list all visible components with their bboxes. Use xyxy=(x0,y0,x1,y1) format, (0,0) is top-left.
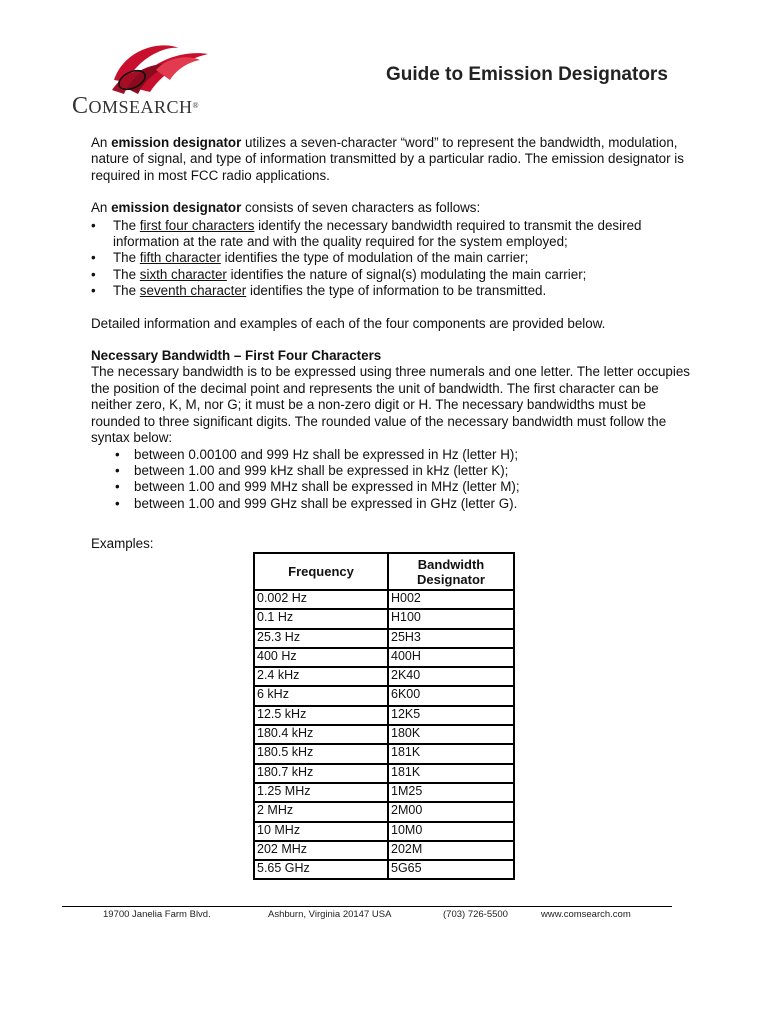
examples-label: Examples: xyxy=(91,536,154,551)
frequency-cell: 25.3 Hz xyxy=(254,629,388,648)
list-item-post: identifies the type of modulation of the main carrier; xyxy=(220,250,529,266)
table-row xyxy=(254,860,514,879)
list-item-pre: The xyxy=(113,217,140,233)
footer-address: 19700 Janelia Farm Blvd. xyxy=(103,909,211,920)
document-body xyxy=(91,135,691,512)
frequency-cell: 10 MHz xyxy=(254,822,388,841)
table-row xyxy=(254,706,514,725)
list-item-pre: The xyxy=(113,283,140,299)
designator-cell: H100 xyxy=(388,609,514,628)
intro-p1-bold: emission designator xyxy=(111,135,242,150)
frequency-cell: 0.1 Hz xyxy=(254,609,388,628)
intro-p1-pre: An xyxy=(91,135,112,150)
footer-divider xyxy=(62,906,672,907)
footer-phone: (703) 726-5500 xyxy=(443,909,508,920)
intro-paragraph-1 xyxy=(91,135,691,184)
column-header-designator xyxy=(388,553,514,590)
frequency-cell: 180.7 kHz xyxy=(254,764,388,783)
table-row xyxy=(254,648,514,667)
examples-table-body xyxy=(254,590,514,879)
list-item: • between 1.00 and 999 kHz shall be expressed in kHz (letter K); xyxy=(115,463,691,479)
list-item-underlined: fifth character xyxy=(139,250,221,266)
registered-mark: ® xyxy=(192,101,200,110)
designator-cell: 5G65 xyxy=(388,860,514,879)
frequency-cell: 1.25 MHz xyxy=(254,783,388,802)
list-item xyxy=(91,250,691,266)
frequency-cell: 400 Hz xyxy=(254,648,388,667)
column-header-designator-line2: Designator xyxy=(417,571,485,587)
list-item-post: identifies the type of information to be transmitted. xyxy=(246,283,547,299)
examples-table xyxy=(253,552,515,880)
table-row xyxy=(254,629,514,648)
column-header-frequency: Frequency xyxy=(254,553,388,590)
intro-p2-bold: emission designator xyxy=(111,200,242,216)
brand-cap: C xyxy=(72,93,89,119)
comsearch-logo-mark-icon xyxy=(104,40,214,98)
frequency-cell: 2 MHz xyxy=(254,802,388,821)
frequency-cell: 180.4 kHz xyxy=(254,725,388,744)
designator-cell: 10M0 xyxy=(388,822,514,841)
list-item xyxy=(91,218,691,251)
column-header-designator-line1: Bandwidth xyxy=(417,556,485,572)
list-item-underlined: sixth character xyxy=(139,266,227,282)
table-row xyxy=(254,590,514,609)
table-row xyxy=(254,802,514,821)
intro-p2-pre: An xyxy=(91,200,112,216)
intro-p2-post: consists of seven characters as follows: xyxy=(241,200,481,216)
designator-cell: 202M xyxy=(388,841,514,860)
list-item-pre: The xyxy=(113,250,140,266)
frequency-cell: 6 kHz xyxy=(254,686,388,705)
brand-name xyxy=(72,93,200,119)
designator-cell: 2M00 xyxy=(388,802,514,821)
list-item-underlined: first four characters xyxy=(139,217,255,233)
table-row xyxy=(254,822,514,841)
table-row xyxy=(254,744,514,763)
frequency-cell: 180.5 kHz xyxy=(254,744,388,763)
table-row xyxy=(254,667,514,686)
table-row xyxy=(254,841,514,860)
list-item xyxy=(91,267,691,283)
footer-city: Ashburn, Virginia 20147 USA xyxy=(268,909,392,920)
list-item-pre: The xyxy=(113,266,140,282)
designator-cell: 1M25 xyxy=(388,783,514,802)
list-item: • between 0.00100 and 999 Hz shall be expressed in Hz (letter H); xyxy=(115,447,691,463)
comsearch-logo xyxy=(64,40,224,120)
footer-website: www.comsearch.com xyxy=(541,909,631,920)
page-title: Guide to Emission Designators xyxy=(386,64,668,85)
character-list xyxy=(91,218,691,300)
designator-cell: 400H xyxy=(388,648,514,667)
bandwidth-rules-list xyxy=(115,447,691,513)
list-item-post: identify the necessary bandwidth required to transmit the desired information at the rate and with the quality required for the system employed; xyxy=(113,217,642,250)
brand-rest: OMSEARCH xyxy=(88,97,193,117)
table-row xyxy=(254,686,514,705)
list-item: • between 1.00 and 999 MHz shall be expressed in MHz (letter M); xyxy=(115,479,691,495)
designator-cell: 12K5 xyxy=(388,706,514,725)
intro-paragraph-2 xyxy=(91,200,691,216)
designator-cell: 181K xyxy=(388,744,514,763)
frequency-cell: 202 MHz xyxy=(254,841,388,860)
list-item-underlined: seventh character xyxy=(139,283,247,299)
frequency-cell: 0.002 Hz xyxy=(254,590,388,609)
designator-cell: 25H3 xyxy=(388,629,514,648)
table-row xyxy=(254,725,514,744)
list-item xyxy=(91,283,691,299)
table-row xyxy=(254,783,514,802)
section-heading-bandwidth: Necessary Bandwidth – First Four Characters xyxy=(91,348,382,364)
frequency-cell: 5.65 GHz xyxy=(254,860,388,879)
designator-cell: 6K00 xyxy=(388,686,514,705)
designator-cell: 181K xyxy=(388,764,514,783)
list-item: • between 1.00 and 999 GHz shall be expressed in GHz (letter G). xyxy=(115,496,691,512)
intro-p1-post: utilizes a seven-character “word” to represent the bandwidth, modulation, nature of signal, and type of information transmitted by a particular radio. The emission designator is required in most FCC radio applications. xyxy=(91,135,684,183)
table-header-row xyxy=(254,553,514,590)
designator-cell: H002 xyxy=(388,590,514,609)
designator-cell: 2K40 xyxy=(388,667,514,686)
intro-paragraph-3: Detailed information and examples of each of the four components are provided below. xyxy=(91,315,606,331)
bandwidth-paragraph: The necessary bandwidth is to be expressed using three numerals and one letter. The letter occupies the position of the decimal point and represents the unit of bandwidth. The first character can be neither zero, K, M, nor G; it must be a non-zero digit or H. The necessary bandwidths must be rounded to three significant digits. The rounded value of the necessary bandwidth must follow the syntax below: xyxy=(91,364,690,446)
list-item-post: identifies the nature of signal(s) modulating the main carrier; xyxy=(226,266,587,282)
designator-cell: 180K xyxy=(388,725,514,744)
frequency-cell: 12.5 kHz xyxy=(254,706,388,725)
table-row xyxy=(254,609,514,628)
table-row xyxy=(254,764,514,783)
frequency-cell: 2.4 kHz xyxy=(254,667,388,686)
